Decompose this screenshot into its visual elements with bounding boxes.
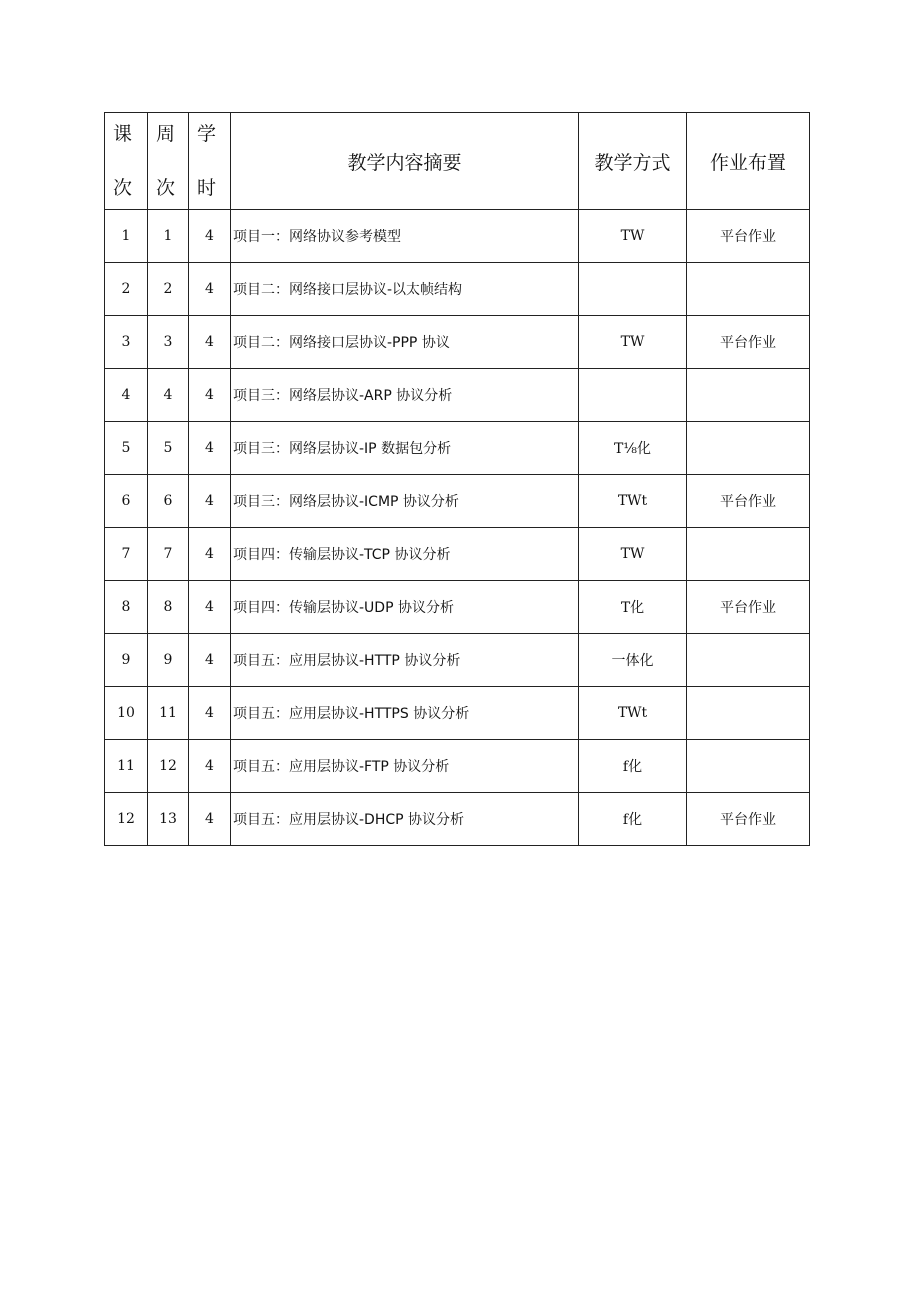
cell-hours: 4 [189,263,231,316]
table-body [105,210,810,846]
cell-method: f化 [579,793,687,846]
cell-content: 项目五：应用层协议-HTTP 协议分析 [231,634,579,687]
cell-hours: 4 [189,528,231,581]
table-row [105,528,810,581]
cell-lesson: 12 [105,793,148,846]
cell-content: 项目三：网络层协议-ARP 协议分析 [231,369,579,422]
cell-week: 1 [148,210,189,263]
header-hours: 学 时 [189,113,231,210]
cell-week: 5 [148,422,189,475]
cell-method: 一体化 [579,634,687,687]
cell-content: 项目一：网络协议参考模型 [231,210,579,263]
cell-content: 项目三：网络层协议-IP 数据包分析 [231,422,579,475]
cell-week: 4 [148,369,189,422]
cell-lesson: 6 [105,475,148,528]
cell-hours: 4 [189,581,231,634]
cell-homework [687,528,810,581]
cell-content: 项目二：网络接口层协议-PPP 协议 [231,316,579,369]
cell-homework [687,687,810,740]
cell-method: TWt [579,687,687,740]
cell-content: 项目四：传输层协议-TCP 协议分析 [231,528,579,581]
cell-hours: 4 [189,210,231,263]
cell-week: 7 [148,528,189,581]
cell-content: 项目五：应用层协议-DHCP 协议分析 [231,793,579,846]
cell-hours: 4 [189,475,231,528]
header-content: 教学内容摘要 [231,113,579,210]
table-row [105,316,810,369]
table-row [105,210,810,263]
header-lesson: 课 次 [105,113,148,210]
cell-week: 11 [148,687,189,740]
cell-hours: 4 [189,687,231,740]
cell-lesson: 1 [105,210,148,263]
table-row [105,634,810,687]
cell-week: 6 [148,475,189,528]
header-week: 周 次 [148,113,189,210]
cell-homework: 平台作业 [687,210,810,263]
cell-week: 12 [148,740,189,793]
cell-week: 3 [148,316,189,369]
cell-method: TW [579,210,687,263]
cell-method [579,263,687,316]
table-row [105,263,810,316]
cell-lesson: 2 [105,263,148,316]
cell-method: T化 [579,581,687,634]
table-header-row [105,113,810,210]
cell-method: f化 [579,740,687,793]
cell-lesson: 8 [105,581,148,634]
cell-week: 8 [148,581,189,634]
cell-homework [687,263,810,316]
cell-homework [687,422,810,475]
cell-lesson: 7 [105,528,148,581]
cell-homework: 平台作业 [687,793,810,846]
cell-homework: 平台作业 [687,581,810,634]
cell-homework [687,740,810,793]
cell-content: 项目二：网络接口层协议-以太帧结构 [231,263,579,316]
table-row [105,687,810,740]
cell-homework [687,369,810,422]
cell-week: 9 [148,634,189,687]
cell-hours: 4 [189,369,231,422]
cell-week: 13 [148,793,189,846]
cell-hours: 4 [189,422,231,475]
cell-hours: 4 [189,740,231,793]
table-row [105,422,810,475]
cell-lesson: 10 [105,687,148,740]
cell-method: TW [579,528,687,581]
table-row [105,581,810,634]
cell-method: T⅛化 [579,422,687,475]
cell-hours: 4 [189,793,231,846]
cell-hours: 4 [189,316,231,369]
cell-method: TWt [579,475,687,528]
cell-lesson: 5 [105,422,148,475]
cell-content: 项目四：传输层协议-UDP 协议分析 [231,581,579,634]
header-method: 教学方式 [579,113,687,210]
table-row [105,369,810,422]
cell-homework: 平台作业 [687,316,810,369]
table-row [105,793,810,846]
cell-lesson: 4 [105,369,148,422]
course-schedule-table [104,112,810,846]
cell-homework [687,634,810,687]
cell-homework: 平台作业 [687,475,810,528]
cell-content: 项目五：应用层协议-HTTPS 协议分析 [231,687,579,740]
cell-content: 项目三：网络层协议-ICMP 协议分析 [231,475,579,528]
table-row [105,740,810,793]
cell-lesson: 11 [105,740,148,793]
cell-lesson: 3 [105,316,148,369]
cell-method [579,369,687,422]
cell-lesson: 9 [105,634,148,687]
cell-content: 项目五：应用层协议-FTP 协议分析 [231,740,579,793]
cell-week: 2 [148,263,189,316]
table-row [105,475,810,528]
header-homework: 作业布置 [687,113,810,210]
cell-method: TW [579,316,687,369]
cell-hours: 4 [189,634,231,687]
